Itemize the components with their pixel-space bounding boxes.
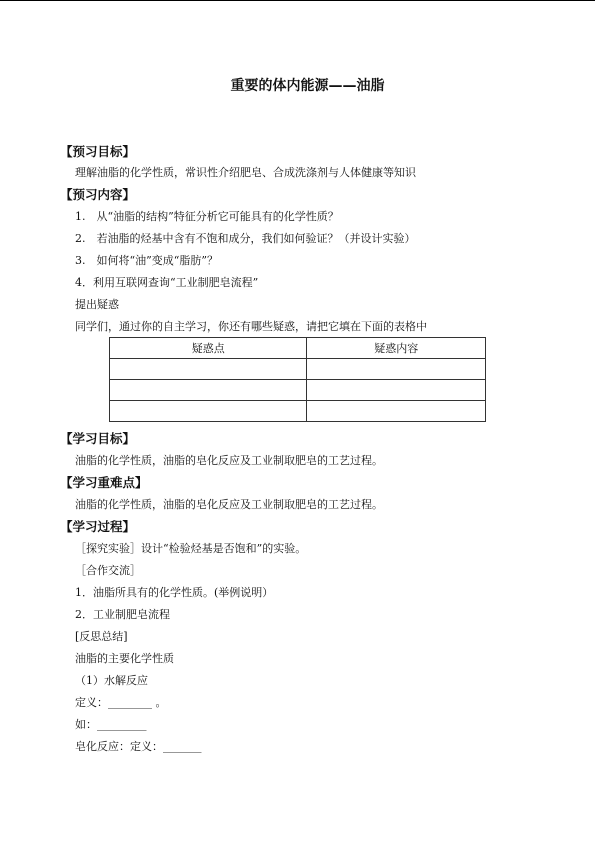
- table-row: [110, 401, 486, 422]
- table-cell[interactable]: [307, 359, 486, 380]
- process-line-example: 如：_________: [75, 718, 147, 731]
- table-cell[interactable]: [307, 401, 486, 422]
- doubt-table: [109, 337, 486, 422]
- raise-doubts-label: 提出疑惑: [75, 298, 119, 311]
- table-row: [110, 359, 486, 380]
- process-line-explore: ［探究实验］设计“检验烃基是否饱和”的实验。: [75, 542, 307, 555]
- table-cell[interactable]: [110, 401, 307, 422]
- page-title: 重要的体内能源——油脂: [230, 78, 385, 94]
- process-line-cooperate: ［合作交流］: [75, 564, 141, 577]
- preview-item-3: 3. 如何将“油”变成“脂肪”？: [75, 254, 218, 267]
- doubts-intro-text: 同学们，通过你的自主学习，你还有哪些疑惑，请把它填在下面的表格中: [75, 320, 427, 333]
- process-line-reflect: [反思总结]: [75, 630, 128, 643]
- table-header-doubt-content: 疑惑内容: [307, 338, 486, 359]
- preview-goal-text: 理解油脂的化学性质，常识性介绍肥皂、合成洗涤剂与人体健康等知识: [75, 166, 416, 179]
- table-cell[interactable]: [110, 359, 307, 380]
- table-cell[interactable]: [110, 380, 307, 401]
- process-line-definition: 定义：________ 。: [75, 696, 167, 709]
- table-header-row: [110, 338, 486, 359]
- heading-learning-process: 【学习过程】: [60, 519, 136, 534]
- heading-preview-goal: 【预习目标】: [60, 144, 136, 159]
- heading-learning-goal: 【学习目标】: [60, 431, 136, 446]
- table-row: [110, 380, 486, 401]
- preview-item-1: 1. 从“油脂的结构”特征分析它可能具有的化学性质？: [75, 210, 339, 223]
- key-difficult-text: 油脂的化学性质，油脂的皂化反应及工业制取肥皂的工艺过程。: [75, 498, 383, 511]
- process-line-1: 1．油脂所具有的化学性质。(举例说明）: [75, 586, 274, 599]
- top-border-line: [0, 0, 595, 1]
- process-line-main-properties: 油脂的主要化学性质: [75, 652, 174, 665]
- table-header-doubt-point: 疑惑点: [110, 338, 307, 359]
- process-line-2: 2．工业制肥皂流程: [75, 608, 170, 621]
- process-line-saponification: 皂化反应：定义：_______: [75, 740, 202, 753]
- heading-key-difficult: 【学习重难点】: [60, 475, 148, 490]
- table-cell[interactable]: [307, 380, 486, 401]
- learning-goal-text: 油脂的化学性质，油脂的皂化反应及工业制取肥皂的工艺过程。: [75, 454, 383, 467]
- heading-preview-content: 【预习内容】: [60, 187, 136, 202]
- process-line-hydrolysis: （1）水解反应: [75, 674, 148, 687]
- preview-item-2: 2. 若油脂的烃基中含有不饱和成分，我们如何验证？（并设计实验）: [75, 232, 416, 245]
- preview-item-4: 4．利用互联网查询“工业制肥皂流程”: [75, 276, 259, 289]
